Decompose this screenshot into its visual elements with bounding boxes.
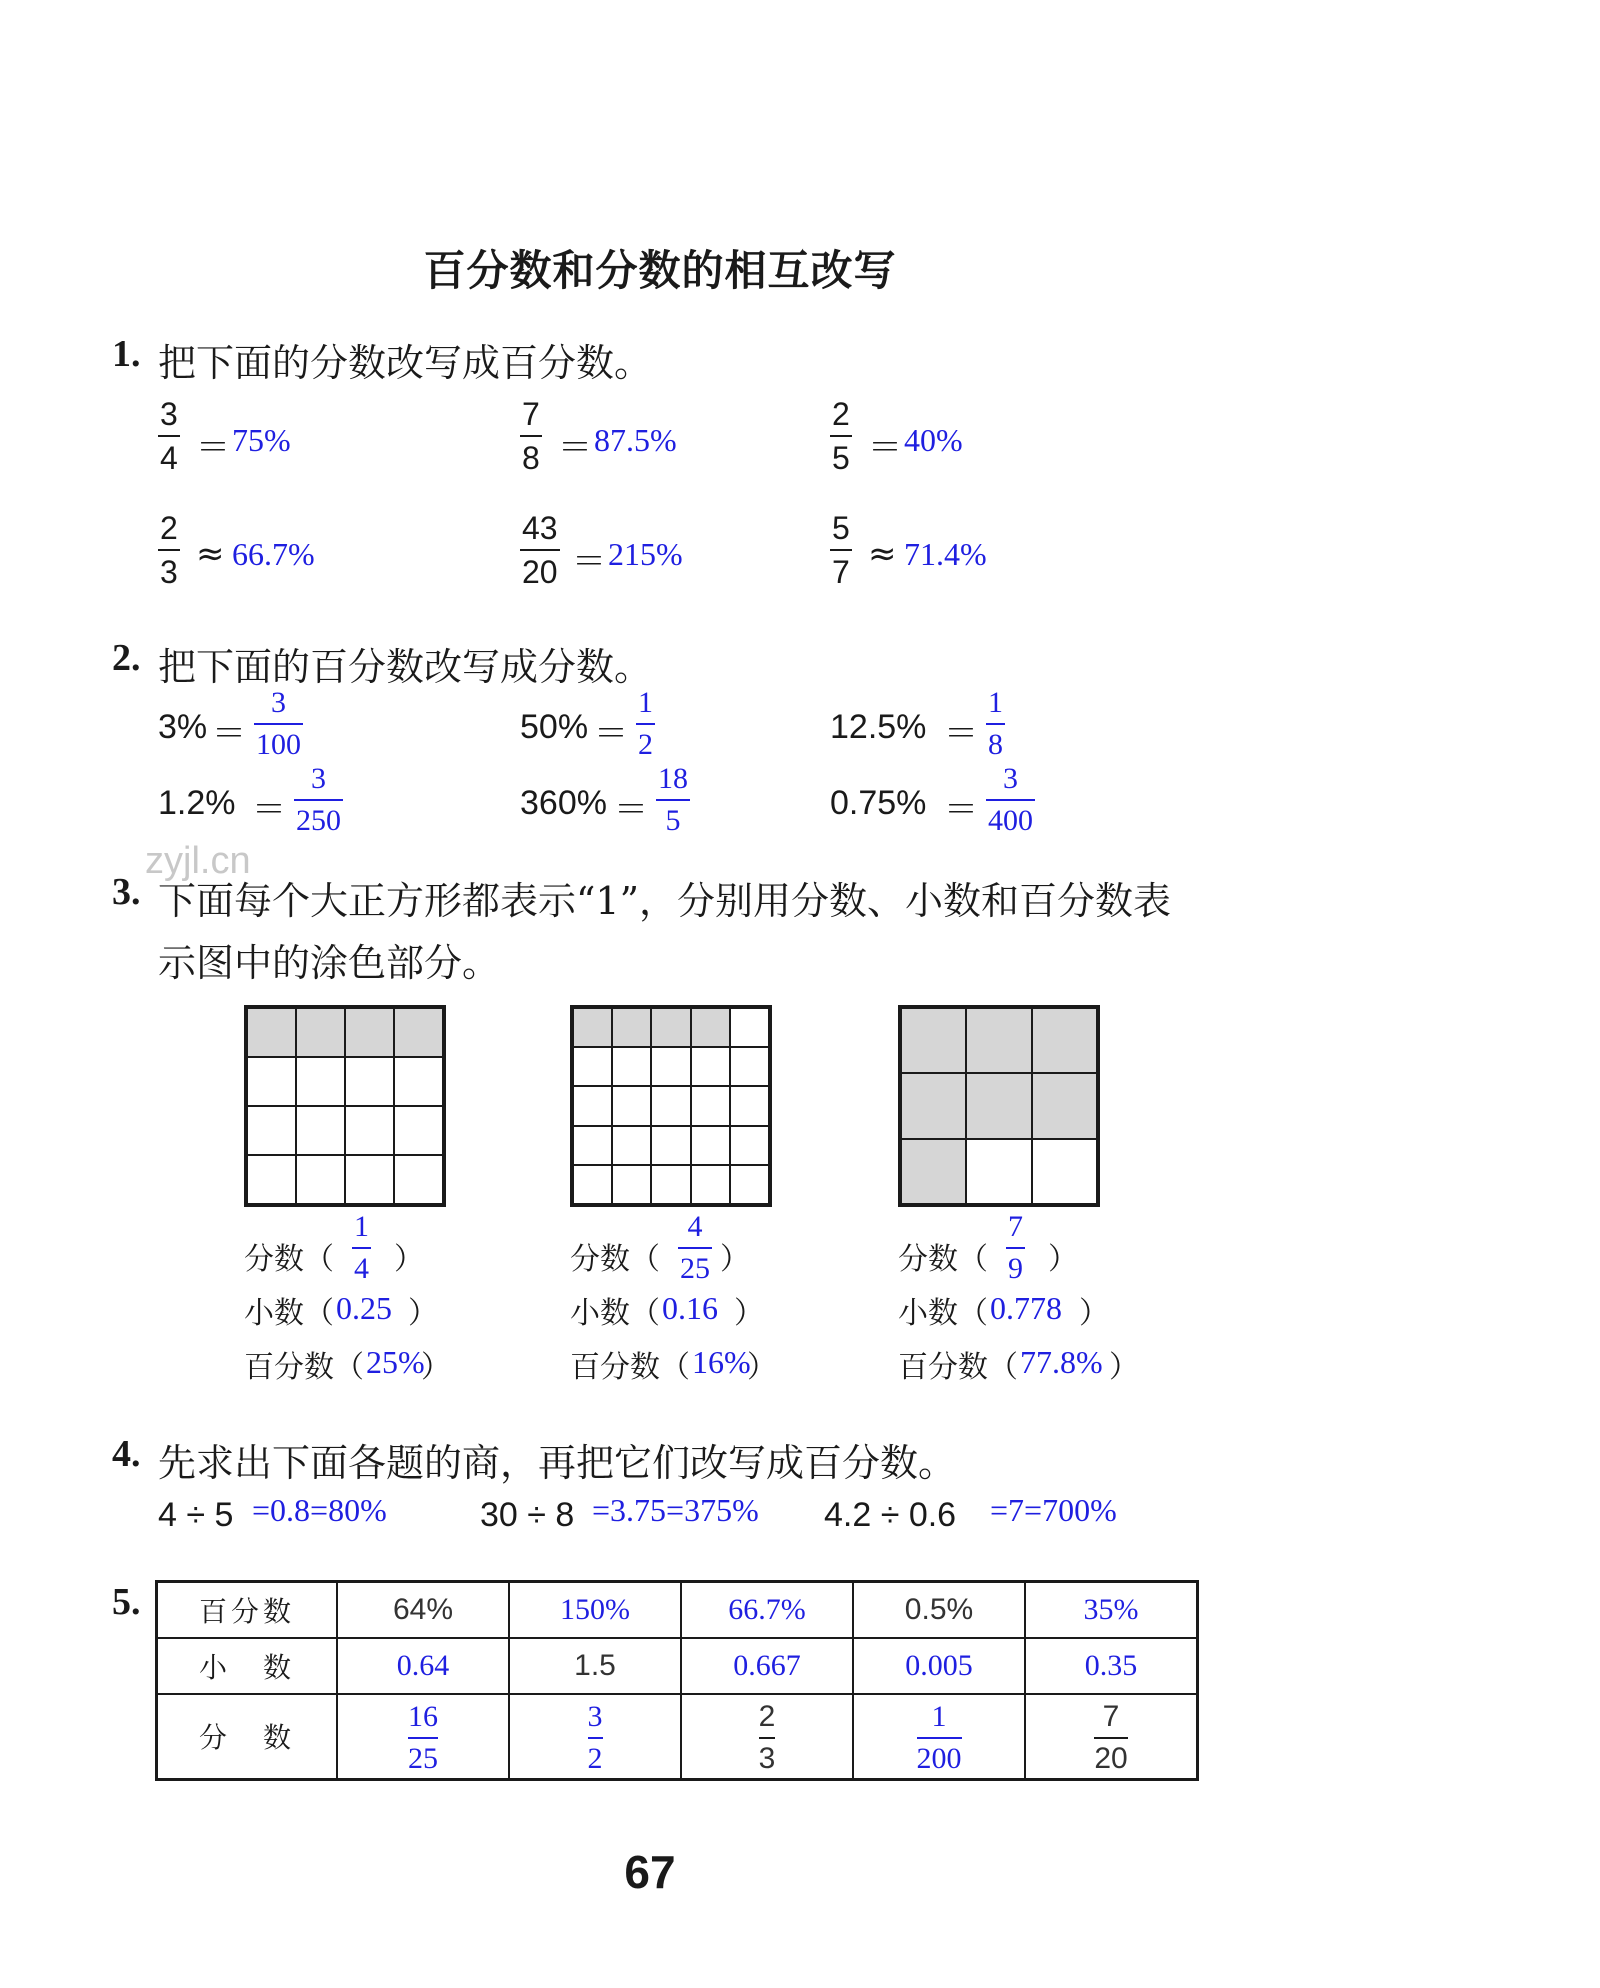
q3-fraction-close-3: ） — [1048, 1242, 1078, 1277]
q5-cell-percent-3 — [681, 1582, 853, 1638]
q2-percent-4: 1.2% — [158, 784, 236, 822]
q1-fraction-3-numerator: 2 — [832, 396, 850, 432]
q3-fraction-answer-1-numerator: 1 — [354, 1210, 369, 1243]
q2-answer-fraction-5-bar — [656, 799, 690, 801]
q1-fraction-4-numerator: 2 — [160, 510, 178, 546]
q1-fraction-2-numerator: 7 — [522, 396, 540, 432]
q2-answer-fraction-4-bar — [294, 799, 343, 801]
grid-cell — [730, 1008, 769, 1047]
q2-answer-fraction-2 — [636, 688, 655, 760]
q1-fraction-4-denominator: 3 — [160, 554, 178, 590]
q2-operator-2: ＝ — [594, 714, 628, 754]
q3-decimal-label-3: 小数（ — [898, 1296, 988, 1331]
q5-table — [155, 1580, 1199, 1781]
q5-fraction-5 — [1094, 1699, 1128, 1775]
q3-percent-close-1: ） — [421, 1350, 451, 1385]
q5-cell-decimal-1 — [337, 1638, 509, 1694]
q5-fraction-denominator: 200 — [916, 1741, 962, 1775]
shaded-cell — [901, 1139, 966, 1204]
q3-percent-close-3: ） — [1109, 1350, 1139, 1385]
grid-cell — [573, 1086, 612, 1125]
q5-cell-fraction-4 — [853, 1694, 1025, 1780]
q2-answer-fraction-3-bar — [986, 723, 1005, 725]
q2-text: 把下面的百分数改写成分数。 — [158, 645, 653, 689]
table-row — [157, 1694, 1198, 1780]
shaded-cell — [296, 1008, 345, 1057]
watermark: zyjl.cn — [145, 840, 251, 882]
grid-cell — [651, 1086, 690, 1125]
grid-cell — [296, 1155, 345, 1204]
q2-answer-fraction-2-denominator: 2 — [638, 728, 653, 761]
q3-text-line2: 示图中的涂色部分。 — [158, 941, 501, 985]
grid-cell — [612, 1126, 651, 1165]
grid-cell — [247, 1155, 296, 1204]
q2-answer-fraction-2-bar — [636, 723, 655, 725]
shaded-cell — [1032, 1008, 1097, 1073]
q5-fraction-bar — [588, 1737, 603, 1739]
table-row — [157, 1638, 1198, 1694]
q3-percent-answer-2: 16% — [692, 1344, 751, 1380]
q3-fraction-answer-3 — [1006, 1212, 1025, 1284]
q5-row-header-fraction: 分 数 — [157, 1694, 338, 1780]
q1-number: 1. — [112, 333, 141, 375]
q3-number: 3. — [112, 871, 141, 913]
q5-fraction-bar — [917, 1737, 962, 1739]
q2-percent-6: 0.75% — [830, 784, 927, 822]
q5-fraction-numerator: 2 — [758, 1699, 776, 1733]
q5-value: 0.5% — [904, 1593, 974, 1627]
q1-fraction-6-denominator: 7 — [832, 554, 850, 590]
shaded-cell — [966, 1073, 1031, 1138]
q3-square-2 — [570, 1005, 772, 1207]
q5-cell-percent-1 — [337, 1582, 509, 1638]
q3-fraction-answer-1 — [352, 1212, 371, 1284]
grid-cell — [651, 1165, 690, 1204]
q1-answer-2: 87.5% — [594, 422, 677, 458]
q1-fraction-2-bar — [520, 435, 542, 437]
q3-fraction-answer-2 — [678, 1212, 712, 1284]
grid-cell — [730, 1126, 769, 1165]
q2-operator-4: ＝ — [252, 790, 286, 830]
q5-fraction-numerator: 3 — [587, 1699, 603, 1733]
q5-fraction-3 — [758, 1699, 776, 1775]
q2-answer-fraction-5 — [656, 764, 690, 836]
q2-operator-5: ＝ — [614, 790, 648, 830]
grid-cell — [730, 1047, 769, 1086]
q2-answer-fraction-6-denominator: 400 — [988, 804, 1033, 837]
q5-cell-decimal-5 — [1025, 1638, 1198, 1694]
grid-cell — [345, 1155, 394, 1204]
q5-fraction-4 — [916, 1699, 962, 1775]
shaded-cell — [394, 1008, 443, 1057]
q5-fraction-denominator: 20 — [1094, 1741, 1128, 1775]
grid-cell — [247, 1106, 296, 1155]
q1-fraction-2 — [520, 398, 542, 474]
q2-answer-fraction-4 — [294, 764, 343, 836]
q5-value: 0.64 — [396, 1649, 450, 1682]
grid-cell — [691, 1086, 730, 1125]
q5-cell-percent-5 — [1025, 1582, 1198, 1638]
q4-number: 4. — [112, 1433, 141, 1475]
page-title: 百分数和分数的相互改写 — [423, 246, 897, 295]
grid-cell — [730, 1086, 769, 1125]
q3-percent-label-2: 百分数（ — [570, 1350, 690, 1385]
q5-value: 0.667 — [733, 1649, 801, 1682]
shaded-cell — [691, 1008, 730, 1047]
q5-cell-fraction-5 — [1025, 1694, 1198, 1780]
grid-cell — [394, 1057, 443, 1106]
q4-expression-3: 4.2 ÷ 0.6 — [824, 1496, 957, 1534]
q1-operator-2: ＝ — [558, 428, 592, 468]
q5-cell-fraction-2 — [509, 1694, 681, 1780]
q5-fraction-1 — [408, 1699, 438, 1775]
q3-decimal-label-2: 小数（ — [570, 1296, 660, 1331]
q1-operator-6: ≈ — [868, 534, 897, 574]
q5-fraction-2 — [587, 1699, 603, 1775]
shaded-cell — [901, 1073, 966, 1138]
q3-fraction-answer-3-bar — [1006, 1247, 1025, 1249]
grid-cell — [691, 1165, 730, 1204]
q2-answer-fraction-6 — [986, 764, 1035, 836]
q2-answer-fraction-3-denominator: 8 — [988, 728, 1003, 761]
q2-answer-fraction-4-numerator: 3 — [311, 762, 326, 795]
q3-fraction-close-2: ） — [720, 1242, 750, 1277]
q5-value: 150% — [560, 1593, 630, 1627]
q1-fraction-6-bar — [830, 549, 852, 551]
q3-fraction-answer-3-numerator: 7 — [1008, 1210, 1023, 1243]
q2-answer-fraction-3 — [986, 688, 1005, 760]
q3-fraction-answer-1-bar — [352, 1247, 371, 1249]
q5-cell-fraction-3 — [681, 1694, 853, 1780]
q5-fraction-numerator: 16 — [408, 1699, 438, 1733]
shaded-cell — [345, 1008, 394, 1057]
shaded-cell — [573, 1008, 612, 1047]
grid-cell — [966, 1139, 1031, 1204]
q4-text: 先求出下面各题的商，再把它们改写成百分数。 — [158, 1441, 957, 1485]
q5-number: 5. — [112, 1581, 141, 1623]
q5-value: 0.005 — [905, 1649, 973, 1682]
grid-cell — [1032, 1139, 1097, 1204]
q1-operator-3: ＝ — [868, 428, 902, 468]
q1-fraction-6-numerator: 5 — [832, 510, 850, 546]
q2-answer-fraction-2-numerator: 1 — [638, 686, 653, 719]
q3-decimal-label-1: 小数（ — [244, 1296, 334, 1331]
q1-fraction-5-denominator: 20 — [522, 554, 558, 590]
q3-fraction-close-1: ） — [394, 1242, 424, 1277]
q5-cell-decimal-3 — [681, 1638, 853, 1694]
shaded-cell — [901, 1008, 966, 1073]
q3-decimal-close-1: ） — [408, 1296, 438, 1331]
q2-number: 2. — [112, 637, 141, 679]
q5-fraction-bar — [408, 1737, 438, 1739]
q5-fraction-bar — [1094, 1737, 1127, 1739]
q3-fraction-label-2: 分数（ — [570, 1242, 660, 1277]
q3-decimal-answer-1: 0.25 — [336, 1290, 392, 1326]
q2-percent-2: 50% — [520, 708, 589, 746]
q1-text: 把下面的分数改写成百分数。 — [158, 341, 653, 385]
q5-row-header-decimal: 小 数 — [157, 1638, 338, 1694]
grid-cell — [247, 1057, 296, 1106]
q5-value: 0.35 — [1084, 1649, 1138, 1682]
q5-fraction-denominator: 25 — [408, 1741, 438, 1775]
q1-answer-3: 40% — [904, 422, 963, 458]
grid-cell — [612, 1086, 651, 1125]
q1-fraction-3-bar — [830, 435, 852, 437]
q1-answer-6: 71.4% — [904, 536, 987, 572]
q5-value: 35% — [1083, 1593, 1139, 1627]
q4-answer-3: =7=700% — [990, 1492, 1117, 1528]
grid-cell — [651, 1126, 690, 1165]
q2-answer-fraction-1-bar — [254, 723, 303, 725]
q5-row-header-percent: 百分数 — [157, 1582, 338, 1638]
q3-fraction-answer-1-denominator: 4 — [354, 1252, 369, 1285]
q5-fraction-numerator: 7 — [1102, 1699, 1120, 1733]
q2-answer-fraction-1-numerator: 3 — [271, 686, 286, 719]
q1-operator-5: ＝ — [572, 542, 606, 582]
q5-cell-decimal-2 — [509, 1638, 681, 1694]
q1-fraction-6 — [830, 512, 852, 588]
q3-decimal-close-2: ） — [734, 1296, 764, 1331]
q3-fraction-answer-2-bar — [678, 1247, 712, 1249]
q1-fraction-5-numerator: 43 — [522, 510, 558, 546]
q3-decimal-answer-3: 0.778 — [990, 1290, 1062, 1326]
grid-cell — [612, 1047, 651, 1086]
q1-fraction-5-bar — [520, 549, 560, 551]
q1-answer-1: 75% — [232, 422, 291, 458]
q5-cell-percent-2 — [509, 1582, 681, 1638]
q1-fraction-5 — [520, 512, 560, 588]
q5-cell-percent-4 — [853, 1582, 1025, 1638]
q1-fraction-4 — [158, 512, 180, 588]
q4-answer-1: =0.8=80% — [252, 1492, 387, 1528]
grid-cell — [612, 1165, 651, 1204]
q3-fraction-answer-2-numerator: 4 — [687, 1210, 703, 1243]
q3-fraction-label-3: 分数（ — [898, 1242, 988, 1277]
q5-cell-decimal-4 — [853, 1638, 1025, 1694]
shaded-cell — [247, 1008, 296, 1057]
q1-fraction-1-numerator: 3 — [160, 396, 178, 432]
q5-cell-fraction-1 — [337, 1694, 509, 1780]
grid-cell — [691, 1047, 730, 1086]
q1-operator-1: ＝ — [196, 428, 230, 468]
q1-fraction-3-denominator: 5 — [832, 440, 850, 476]
q1-fraction-1-bar — [158, 435, 180, 437]
grid-cell — [296, 1106, 345, 1155]
q5-fraction-numerator: 1 — [931, 1699, 947, 1733]
table-row — [157, 1582, 1198, 1638]
q4-expression-2: 30 ÷ 8 — [480, 1496, 575, 1534]
q3-percent-label-1: 百分数（ — [244, 1350, 364, 1385]
q1-answer-4: 66.7% — [232, 536, 315, 572]
q3-square-3 — [898, 1005, 1100, 1207]
q5-fraction-denominator: 3 — [758, 1741, 776, 1775]
shaded-cell — [966, 1008, 1031, 1073]
grid-cell — [573, 1165, 612, 1204]
q5-value: 64% — [392, 1593, 454, 1627]
q5-value: 1.5 — [574, 1649, 616, 1682]
page-number: 67 — [624, 1846, 676, 1898]
q3-percent-answer-3: 77.8% — [1020, 1344, 1103, 1380]
q3-decimal-answer-2: 0.16 — [662, 1290, 718, 1326]
shaded-cell — [612, 1008, 651, 1047]
grid-cell — [345, 1057, 394, 1106]
grid-cell — [345, 1106, 394, 1155]
q2-answer-fraction-5-denominator: 5 — [665, 804, 681, 837]
grid-cell — [394, 1155, 443, 1204]
q2-percent-5: 360% — [520, 784, 607, 822]
q5-fraction-denominator: 2 — [587, 1741, 603, 1775]
shaded-cell — [1032, 1073, 1097, 1138]
grid-cell — [730, 1165, 769, 1204]
q2-answer-fraction-1-denominator: 100 — [256, 728, 301, 761]
q2-answer-fraction-4-denominator: 250 — [296, 804, 341, 837]
q2-operator-3: ＝ — [944, 714, 978, 754]
q2-answer-fraction-6-bar — [986, 799, 1035, 801]
q3-percent-close-2: ） — [747, 1350, 777, 1385]
q5-fraction-bar — [759, 1737, 776, 1739]
shaded-cell — [651, 1008, 690, 1047]
q2-answer-fraction-3-numerator: 1 — [988, 686, 1003, 719]
q1-fraction-1-denominator: 4 — [160, 440, 178, 476]
q1-operator-4: ≈ — [196, 534, 225, 574]
q3-fraction-answer-3-denominator: 9 — [1008, 1252, 1023, 1285]
q1-answer-5: 215% — [608, 536, 683, 572]
grid-cell — [651, 1047, 690, 1086]
grid-cell — [573, 1126, 612, 1165]
q3-percent-label-3: 百分数（ — [898, 1350, 1018, 1385]
grid-cell — [394, 1106, 443, 1155]
q2-answer-fraction-5-numerator: 18 — [658, 762, 688, 795]
q1-fraction-3 — [830, 398, 852, 474]
grid-cell — [296, 1057, 345, 1106]
q2-percent-3: 12.5% — [830, 708, 927, 746]
q2-answer-fraction-6-numerator: 3 — [1003, 762, 1018, 795]
q2-percent-1: 3% — [158, 708, 208, 746]
q5-value: 66.7% — [728, 1593, 806, 1627]
q2-operator-6: ＝ — [944, 790, 978, 830]
q2-operator-1: ＝ — [212, 714, 246, 754]
q1-fraction-1 — [158, 398, 180, 474]
q3-decimal-close-3: ） — [1079, 1296, 1109, 1331]
grid-cell — [573, 1047, 612, 1086]
q1-fraction-2-denominator: 8 — [522, 440, 540, 476]
q3-fraction-answer-2-denominator: 25 — [680, 1252, 710, 1285]
q3-percent-answer-1: 25% — [366, 1344, 425, 1380]
q3-text-line1: 下面每个大正方形都表示“1”，分别用分数、小数和百分数表 — [158, 879, 1172, 923]
q2-answer-fraction-1 — [254, 688, 303, 760]
q4-expression-1: 4 ÷ 5 — [158, 1496, 234, 1534]
q3-square-1 — [244, 1005, 446, 1207]
grid-cell — [691, 1126, 730, 1165]
q4-answer-2: =3.75=375% — [592, 1492, 759, 1528]
q1-fraction-4-bar — [158, 549, 180, 551]
q3-fraction-label-1: 分数（ — [244, 1242, 334, 1277]
